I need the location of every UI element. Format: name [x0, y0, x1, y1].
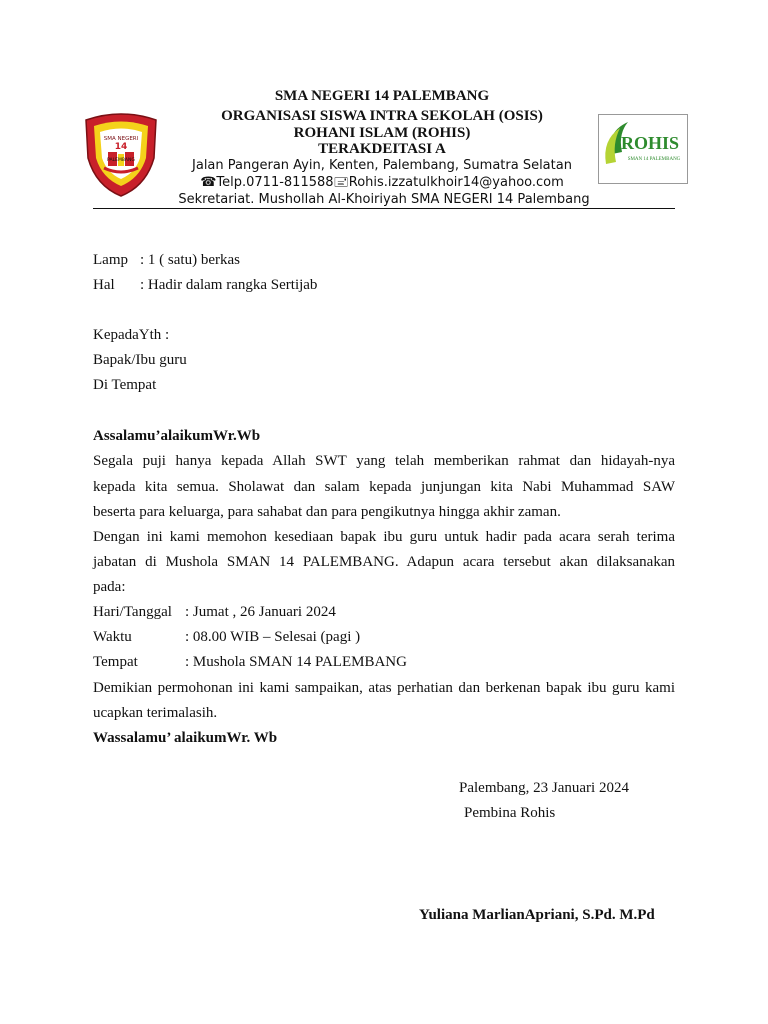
paragraph-1-line-3: beserta para keluarga, para sahabat dan para pengikutnya hingga akhir zaman. [93, 504, 561, 520]
recipient-line-3: Di Tempat [93, 377, 157, 393]
logo-number: 14 [114, 142, 128, 152]
closing: Wassalamu’ alaikumWr. Wb [93, 730, 278, 746]
paragraph-3-line-2: ucapkan terimalasih. [93, 705, 218, 721]
time-value: : 08.00 WIB – Selesai (pagi ) [185, 629, 361, 645]
school-name: SMA NEGERI 14 PALEMBANG [274, 88, 490, 104]
paragraph-2-line-3: pada: [93, 579, 126, 595]
lamp-label: Lamp [93, 252, 128, 268]
signatory-role: Pembina Rohis [464, 805, 556, 821]
greeting: Assalamu’alaikumWr.Wb [93, 428, 261, 444]
place-label: Tempat [93, 654, 138, 670]
paragraph-1-line-1: Segala puji hanya kepada Allah SWT yang telah memberikan rahmat dan hidayah-nya [93, 453, 675, 469]
rohis-logo-title: ROHIS [620, 133, 680, 153]
logo-top-text: SMA NEGERI [103, 136, 139, 142]
address: Jalan Pangeran Ayin, Kenten, Palembang, Sumatra Selatan [192, 158, 572, 173]
lamp-value: : 1 ( satu) berkas [140, 252, 240, 268]
day-label: Hari/Tanggal [93, 604, 172, 620]
rohis-logo-sub: SMAN 14 PALEMBANG [627, 157, 681, 162]
time-label: Waktu [93, 629, 132, 645]
paragraph-2-line-2: jabatan di Mushola SMAN 14 PALEMBANG. Adapun acara tersebut akan dilaksanakan [93, 554, 675, 570]
hal-label: Hal [93, 277, 115, 293]
rohis-logo [598, 114, 688, 184]
letterhead-divider [93, 208, 675, 209]
place-value: : Mushola SMAN 14 PALEMBANG [185, 654, 407, 670]
paragraph-3-line-1: Demikian permohonan ini kami sampaikan, atas perhatian dan berkenan bapak ibu guru kami [93, 680, 675, 696]
paragraph-1-line-2: kepada kita semua. Sholawat dan salam kepada junjungan kita Nabi Muhammad SAW [93, 479, 675, 495]
day-value: : Jumat , 26 Januari 2024 [185, 604, 336, 620]
recipient-line-2: Bapak/Ibu guru [93, 352, 187, 368]
logo-bottom-text: PALEMBANG [107, 158, 135, 163]
signatory-name: Yuliana MarlianApriani, S.Pd. M.Pd [419, 907, 655, 923]
contact-info: ☎Telp.0711-811588🖃Rohis.izzatulkhoir14@yahoo.com [200, 175, 564, 190]
accreditation: TERAKDEITASI A [318, 141, 446, 157]
place-date: Palembang, 23 Januari 2024 [459, 780, 629, 796]
paragraph-2-line-1: Dengan ini kami memohon kesediaan bapak ibu guru untuk hadir pada acara serah terima [93, 529, 675, 545]
organization-name: ORGANISASI SISWA INTRA SEKOLAH (OSIS) [221, 108, 543, 124]
secretariat: Sekretariat. Mushollah Al-Khoiriyah SMA NEGERI 14 Palembang [178, 192, 590, 207]
school-logo [80, 112, 162, 198]
unit-name: ROHANI ISLAM (ROHIS) [293, 125, 471, 141]
recipient-line-1: KepadaYth : [93, 327, 170, 343]
hal-value: : Hadir dalam rangka Sertijab [140, 277, 318, 293]
